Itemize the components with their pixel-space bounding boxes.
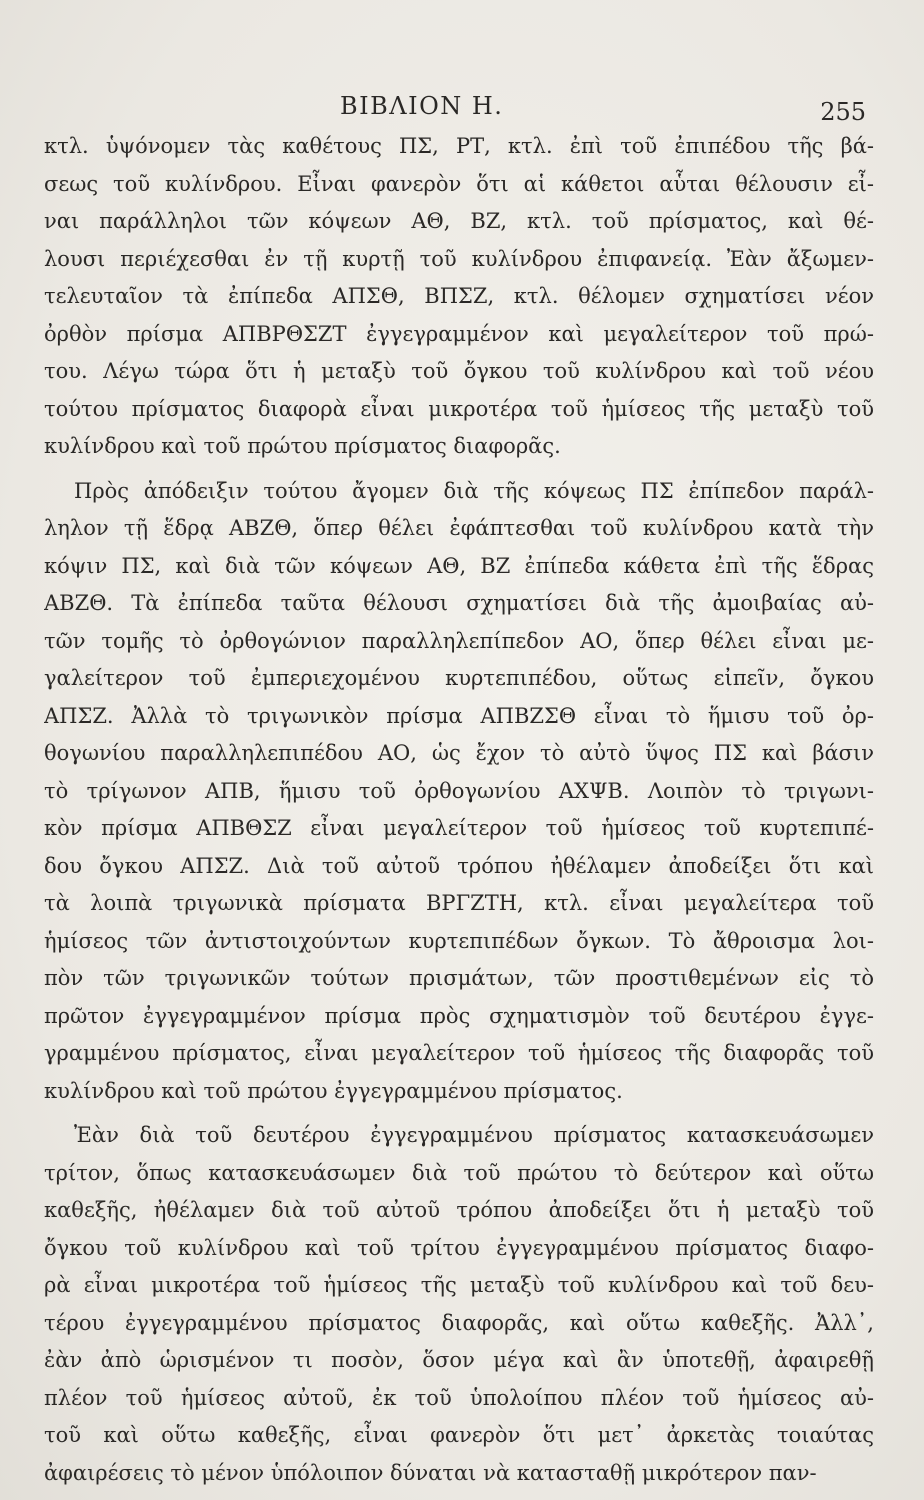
text-line: ὄγκου τοῦ κυλίνδρου καὶ τοῦ τρίτου ἐγγεγραμμένου πρίσματος διαφο- bbox=[44, 1235, 874, 1260]
text-line: ἀφαιρέσεις τὸ μένον ὑπόλοιπον δύναται νὰ κατασταθῇ μικρότερον παν- bbox=[44, 1460, 817, 1485]
text-line: ἡμίσεος τῶν ἀντιστοιχούντων κυρτεπιπέδων ὄγκων. Τὸ ἄθροισμα λοι- bbox=[44, 928, 874, 953]
text-line: ναι παράλληλοι τῶν κόψεων ΑΘ, ΒΖ, κτλ. τοῦ πρίσματος, καὶ θέ- bbox=[44, 209, 874, 233]
text-line: γαλείτερον τοῦ ἐμπεριεχομένου κυρτεπιπέδου, οὕτως εἰπεῖν, ὄγκου bbox=[44, 666, 874, 690]
text-line: ληλον τῇ ἕδρᾳ ΑΒΖΘ, ὅπερ θέλει ἐφάπτεσθαι τοῦ κυλίνδρου κατὰ τὴν bbox=[44, 516, 874, 540]
text-line: κὸν πρίσμα ΑΠΒΘΣΖ εἶναι μεγαλείτερον τοῦ ἡμίσεος τοῦ κυρτεπιπέ- bbox=[44, 816, 874, 840]
text-line: κυλίνδρου καὶ τοῦ πρώτου πρίσματος διαφορᾶς. bbox=[44, 434, 561, 458]
text-line: τὰ λοιπὰ τριγωνικὰ πρίσματα ΒΡΓΖΤΗ, κτλ. εἶναι μεγαλείτερα τοῦ bbox=[44, 891, 874, 915]
running-head-title: ΒΙΒΛΙΟΝ Η. bbox=[340, 92, 504, 120]
text-line: καθεξῆς, ἠθέλαμεν διὰ τοῦ αὐτοῦ τρόπου ἀποδείξει ὅτι ἡ μεταξὺ τοῦ bbox=[44, 1198, 874, 1222]
text-line: Πρὸς ἀπόδειξιν τούτου ἄγομεν διὰ τῆς κόψεως ΠΣ ἐπίπεδον παράλ- bbox=[74, 478, 874, 503]
text-line: τὸ τρίγωνον ΑΠΒ, ἥμισυ τοῦ ὀρθογωνίου ΑΧΨΒ. Λοιπὸν τὸ τριγωνι- bbox=[44, 778, 874, 803]
text-line: γραμμένου πρίσματος, εἶναι μεγαλείτερον τοῦ ἡμίσεος τῆς διαφορᾶς τοῦ bbox=[44, 1041, 874, 1065]
text-line: ΑΠΣΖ. Ἀλλὰ τὸ τριγωνικὸν πρίσμα ΑΠΒΖΣΘ εἶναι τὸ ἥμισυ τοῦ ὀρ- bbox=[44, 703, 874, 728]
text-line: κτλ. ὑψόνομεν τὰς καθέτους ΠΣ, ΡΤ, κτλ. ἐπὶ τοῦ ἐπιπέδου τῆς βά- bbox=[44, 134, 874, 158]
paragraph bbox=[44, 128, 874, 466]
paragraph bbox=[44, 473, 874, 1111]
text-line: σεως τοῦ κυλίνδρου. Εἶναι φανερὸν ὅτι αἱ κάθετοι αὗται θέλουσιν εἶ- bbox=[44, 171, 874, 196]
text-line: του. Λέγω τώρα ὅτι ἡ μεταξὺ τοῦ ὄγκου τοῦ κυλίνδρου καὶ τοῦ νέου bbox=[44, 359, 874, 383]
text-line: τούτου πρίσματος διαφορὰ εἶναι μικροτέρα τοῦ ἡμίσεος τῆς μεταξὺ τοῦ bbox=[44, 396, 874, 421]
text-line: ΑΒΖΘ. Τὰ ἐπίπεδα ταῦτα θέλουσι σχηματίσει διὰ τῆς ἀμοιβαίας αὐ- bbox=[44, 591, 874, 615]
body-text bbox=[44, 128, 874, 1492]
text-line: ὀρθὸν πρίσμα ΑΠΒΡΘΣΖΤ ἐγγεγραμμένον καὶ μεγαλείτερον τοῦ πρώ- bbox=[44, 321, 874, 346]
text-line: θογωνίου παραλληλεπιπέδου ΑΟ, ὡς ἔχον τὸ αὐτὸ ὕψος ΠΣ καὶ βάσιν bbox=[44, 741, 874, 765]
text-line: λουσι περιέχεσθαι ἐν τῇ κυρτῇ τοῦ κυλίνδρου ἐπιφανείᾳ. Ἐὰν ἄξωμεν- bbox=[44, 246, 874, 271]
text-line: ρὰ εἶναι μικροτέρα τοῦ ἡμίσεος τῆς μεταξὺ τοῦ κυλίνδρου καὶ τοῦ δευ- bbox=[44, 1273, 874, 1297]
text-line: τελευταῖον τὰ ἐπίπεδα ΑΠΣΘ, ΒΠΣΖ, κτλ. θέλομεν σχηματίσει νέον bbox=[44, 284, 874, 308]
text-line: πρῶτον ἐγγεγραμμένον πρίσμα πρὸς σχηματισμὸν τοῦ δευτέρου ἐγγε- bbox=[44, 1003, 874, 1028]
text-line: δου ὄγκου ΑΠΣΖ. Διὰ τοῦ αὐτοῦ τρόπου ἠθέλαμεν ἀποδείξει ὅτι καὶ bbox=[44, 853, 874, 878]
text-line: ἐὰν ἀπὸ ὡρισμένον τι ποσὸν, ὅσον μέγα καὶ ἂν ὑποτεθῇ, ἀφαιρεθῇ bbox=[44, 1348, 874, 1372]
text-line: τοῦ καὶ οὕτω καθεξῆς, εἶναι φανερὸν ὅτι μετ᾽ ἀρκετὰς τοιαύτας bbox=[44, 1423, 874, 1447]
text-line: τέρου ἐγγεγραμμένου πρίσματος διαφορᾶς, καὶ οὕτω καθεξῆς. Ἀλλ᾽, bbox=[44, 1310, 874, 1335]
text-line: Ἐὰν διὰ τοῦ δευτέρου ἐγγεγραμμένου πρίσματος κατασκευάσωμεν bbox=[74, 1123, 874, 1147]
text-line: τῶν τομῆς τὸ ὀρθογώνιον παραλληλεπίπεδον ΑΟ, ὅπερ θέλει εἶναι με- bbox=[44, 628, 874, 653]
page-number: 255 bbox=[820, 98, 866, 126]
running-head bbox=[0, 92, 924, 126]
text-line: πλέον τοῦ ἡμίσεος αὐτοῦ, ἐκ τοῦ ὑπολοίπου πλέον τοῦ ἡμίσεος αὐ- bbox=[44, 1385, 874, 1410]
text-line: πὸν τῶν τριγωνικῶν τούτων πρισμάτων, τῶν προστιθεμένων εἰς τὸ bbox=[44, 966, 874, 990]
text-line: τρίτον, ὅπως κατασκευάσωμεν διὰ τοῦ πρώτου τὸ δεύτερον καὶ οὕτω bbox=[44, 1160, 874, 1185]
paragraph bbox=[44, 1117, 874, 1492]
text-line: κυλίνδρου καὶ τοῦ πρώτου ἐγγεγραμμένου πρίσματος. bbox=[44, 1078, 623, 1103]
text-line: κόψιν ΠΣ, καὶ διὰ τῶν κόψεων ΑΘ, ΒΖ ἐπίπεδα κάθετα ἐπὶ τῆς ἕδρας bbox=[44, 553, 874, 578]
